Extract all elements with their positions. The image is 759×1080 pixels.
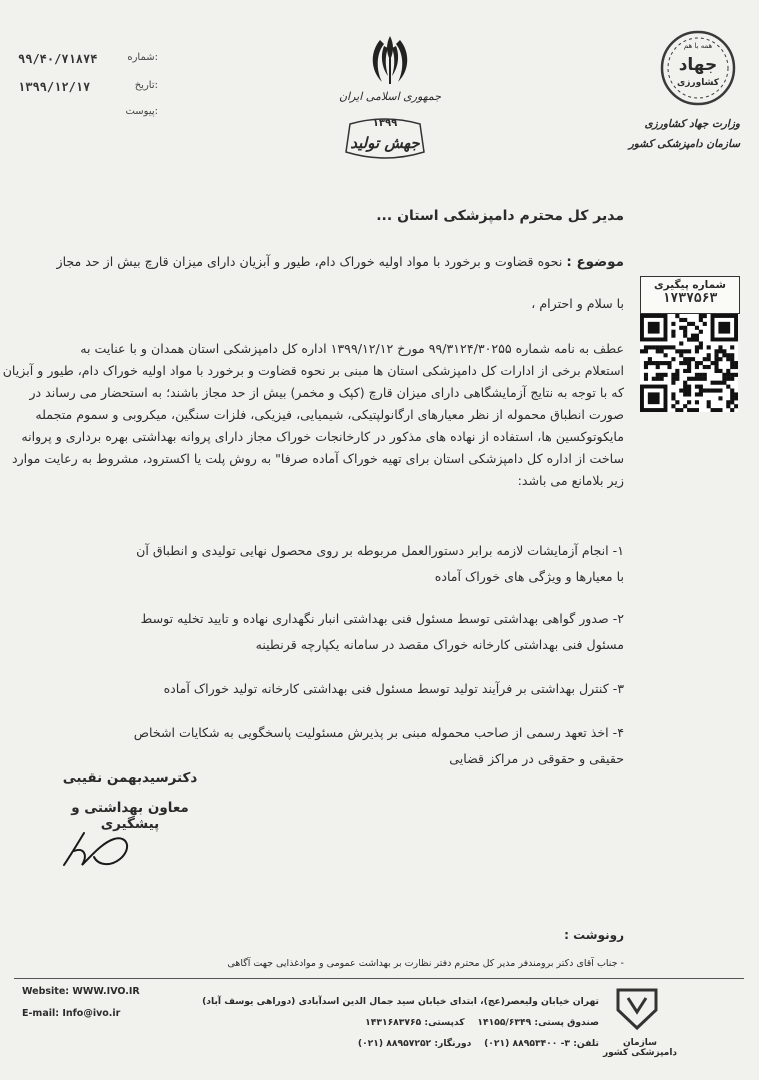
footer-pobox: صندوق پستی: ۱۴۱۵۵/۶۳۴۹	[477, 1017, 599, 1028]
condition-item-3: ۳- کنترل بهداشتی بر فرآیند تولید توسط مسئول فنی بهداشتی کارخانه تولید خوراک آماده	[163, 681, 624, 696]
footer-box-row	[219, 1017, 599, 1028]
main-paragraph	[2, 338, 624, 492]
copy-line: - جناب آقای دکتر برومندفر مدیر کل محترم دفتر نظارت بر بهداشت عمومی و موادغذایی جهت آگاهی	[227, 958, 624, 969]
paragraph-line: ساخت از اداره کل دامپزشکی استان برای تهیه خوراک آماده صرفا" به روش پلت یا اکسترود، مشروط به رعایت موارد	[11, 451, 624, 466]
letter-date-label: تاریخ:	[134, 80, 158, 91]
tracking-box	[640, 276, 740, 314]
footer-divider	[14, 978, 744, 979]
condition-item-2: ۲- صدور گواهی بهداشتی توسط مسئول فنی بهداشتی انبار نگهداری نهاده و تایید تخلیه توسط مسئول فنی بهداشتی کارخانه خوراک مقصد در سامانه یکپارچه قرنطینه	[140, 611, 624, 652]
organization-name: سازمان دامپزشکی کشور	[628, 138, 740, 150]
paragraph-line: استعلام برخی از ادارات کل دامپزشکی استان ها مبنی بر نحوه قضاوت و برخورد با مواد اولیه خوراک دام، طیور و آبزیان	[2, 363, 624, 378]
footer-postcode: کدپستی: ۱۴۳۱۶۸۳۷۶۵	[365, 1017, 465, 1028]
ministry-name: وزارت جهاد کشاورزی	[644, 118, 740, 130]
signatory-name: دکترسیدبهمن نقیبی	[62, 770, 198, 786]
production-leap-stamp	[340, 112, 430, 166]
logo-top-text: همه با هم	[683, 42, 713, 50]
letter-date-row	[18, 80, 158, 94]
subject-label: موضوع :	[566, 254, 624, 270]
subject-line	[56, 254, 624, 270]
ivo-logo-text: سازمان دامپزشکی کشور	[602, 1038, 678, 1058]
attachment-label: پیوست:	[125, 106, 158, 117]
letter-number-value: ۹۹/۴۰/۷۱۸۷۴	[18, 52, 98, 66]
handwritten-signature	[58, 825, 138, 875]
footer-website: Website: WWW.IVO.IR	[22, 986, 140, 997]
letter-date-value: ۱۳۹۹/۱۲/۱۷	[18, 80, 91, 94]
recipient: مدیر کل محترم دامپزشکی استان ...	[376, 208, 624, 224]
condition-item-4: ۴- اخذ تعهد رسمی از صاحب محموله مبنی بر پذیرش مسئولیت پاسخگویی به شکایات اشخاص حقیقی و حقوقی در مراکز قضایی	[133, 725, 624, 766]
paragraph-line: که با توجه به نتایج آزمایشگاهی دارای میزان قارچ (کپک و مخمر) بیش از حد مجاز باشند؛ به استحضار می رساند در	[29, 385, 624, 400]
condition-item-1: ۱- انجام آزمایشات لازمه برابر دستورالعمل مربوطه بر روی محصول نهایی تولیدی و انطباق آن با معیارها و ویژگی های خوراک آماده	[136, 543, 624, 584]
footer-email: E-mail: Info@ivo.ir	[22, 1008, 121, 1019]
greeting: با سلام و احترام ،	[531, 296, 624, 311]
stamp-year: ۱۳۹۹	[372, 118, 398, 129]
paragraph-line: مایکوتوکسین ها، استفاده از نهاده های مذکور در کارخانجات خوراک مجاز دارای پروانه بهداشتی بهره برداری و پروانه	[21, 429, 624, 444]
signatory-title: معاون بهداشتی و پیشگیری	[71, 800, 189, 832]
attachment-row	[18, 106, 158, 117]
paragraph-line: عطف به نامه شماره ۹۹/۳۱۲۴/۳۰۲۵۵ مورخ ۱۳۹۹/۱۲/۱۲ اداره کل دامپزشکی استان همدان و با عنایت به	[80, 341, 624, 356]
footer-address: تهران خیابان ولیعصر(عج)، ابتدای خیابان سید جمال الدین اسدآبادی (دوراهی یوسف آباد)	[202, 996, 599, 1007]
paragraph-line: صورت انطباق محموله از نظر معیارهای ارگانولپتیکی، شیمیایی، فیزیکی، فلزات سنگین، میکروبی و سموم متجمله	[35, 407, 624, 422]
logo-main-text: جهاد	[678, 55, 718, 75]
stamp-slogan: جهش تولید	[350, 134, 420, 152]
iran-emblem-icon	[360, 30, 420, 90]
qr-code	[640, 314, 738, 412]
copy-label: رونوشت :	[564, 928, 624, 942]
tracking-number: ۱۷۳۷۵۶۳	[662, 291, 718, 306]
footer-phone: تلفن: ۳- ۸۸۹۵۳۴۰۰ (۰۲۱)	[484, 1038, 599, 1049]
ivo-logo-icon	[612, 986, 662, 1032]
letter-number-label: شماره:	[127, 52, 158, 63]
logo-sub-text: کشاورزی	[677, 78, 719, 88]
jihad-agriculture-logo	[658, 28, 738, 108]
footer-fax: دورنگار: ۸۸۹۵۷۲۵۲ (۰۲۱)	[357, 1038, 472, 1049]
republic-caption: جمهوری اسلامی ایران	[338, 90, 442, 103]
tracking-label: شماره پیگیری	[654, 279, 726, 291]
footer-phone-row	[219, 1038, 599, 1049]
letter-number-row	[18, 52, 158, 66]
subject-text: نحوه قضاوت و برخورد با مواد اولیه خوراک دام، طیور و آبزیان دارای میزان قارچ بیش از حد مجاز	[56, 254, 563, 269]
paragraph-line: زیر بلامانع می باشد:	[517, 473, 624, 488]
